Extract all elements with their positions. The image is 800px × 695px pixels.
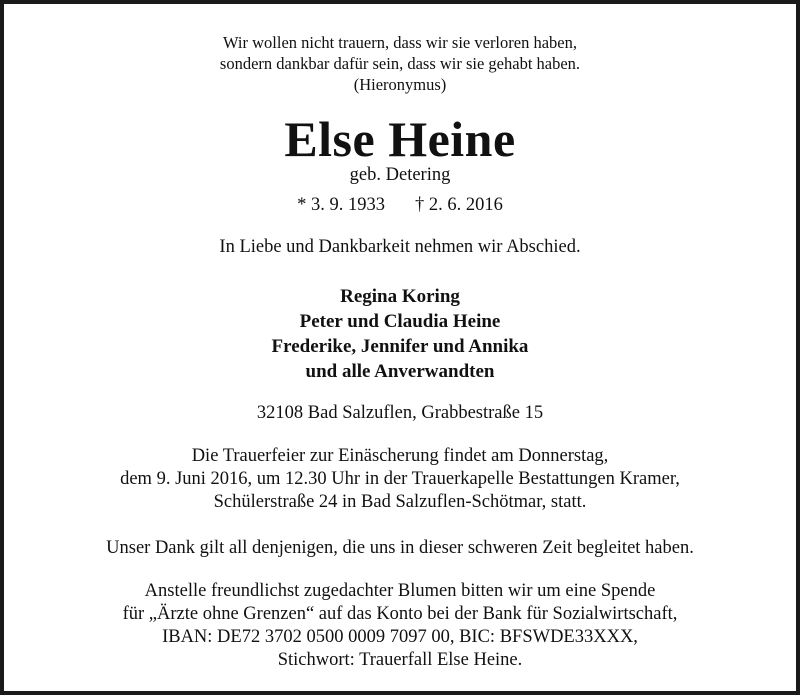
donation-line-1: Anstelle freundlichst zugedachter Blumen bitten wir um eine Spende xyxy=(144,581,656,601)
mourner-2: Peter und Claudia Heine xyxy=(299,311,501,332)
mourner-3: Frederike, Jennifer und Annika xyxy=(271,336,529,357)
thanks-text: Unser Dank gilt all denjenigen, die uns in dieser schweren Zeit begleitet haben. xyxy=(106,538,694,558)
farewell-text: In Liebe und Dankbarkeit nehmen wir Abschied. xyxy=(219,237,581,257)
ceremony-line-1: Die Trauerfeier zur Einäscherung findet am Donnerstag, xyxy=(191,446,609,466)
ceremony-line-3: Schülerstraße 24 in Bad Salzuflen-Schötmar, statt. xyxy=(213,492,587,512)
family-address: 32108 Bad Salzuflen, Grabbestraße 15 xyxy=(256,403,544,423)
ceremony-line-2: dem 9. Juni 2016, um 12.30 Uhr in der Trauerkapelle Bestattungen Kramer, xyxy=(120,469,680,489)
mourner-1: Regina Koring xyxy=(340,286,460,307)
maiden-name: geb. Detering xyxy=(349,165,451,185)
death-date: † 2. 6. 2016 xyxy=(415,195,503,215)
quote-author: (Hieronymus) xyxy=(353,75,447,94)
mourner-4: und alle Anverwandten xyxy=(305,361,495,382)
quote-line-1: Wir wollen nicht trauern, dass wir sie verloren haben, xyxy=(223,33,577,52)
donation-line-2: für „Ärzte ohne Grenzen“ auf das Konto bei der Bank für Sozialwirtschaft, xyxy=(122,604,678,624)
donation-reference: Stichwort: Trauerfall Else Heine. xyxy=(277,650,523,670)
donation-bank-details: IBAN: DE72 3702 0500 0009 7097 00, BIC: BFSWDE33XXX, xyxy=(162,627,638,647)
deceased-name: Else Heine xyxy=(284,111,516,167)
birth-date: * 3. 9. 1933 xyxy=(297,195,385,215)
quote-line-2: sondern dankbar dafür sein, dass wir sie gehabt haben. xyxy=(219,54,581,73)
life-dates xyxy=(4,194,796,216)
